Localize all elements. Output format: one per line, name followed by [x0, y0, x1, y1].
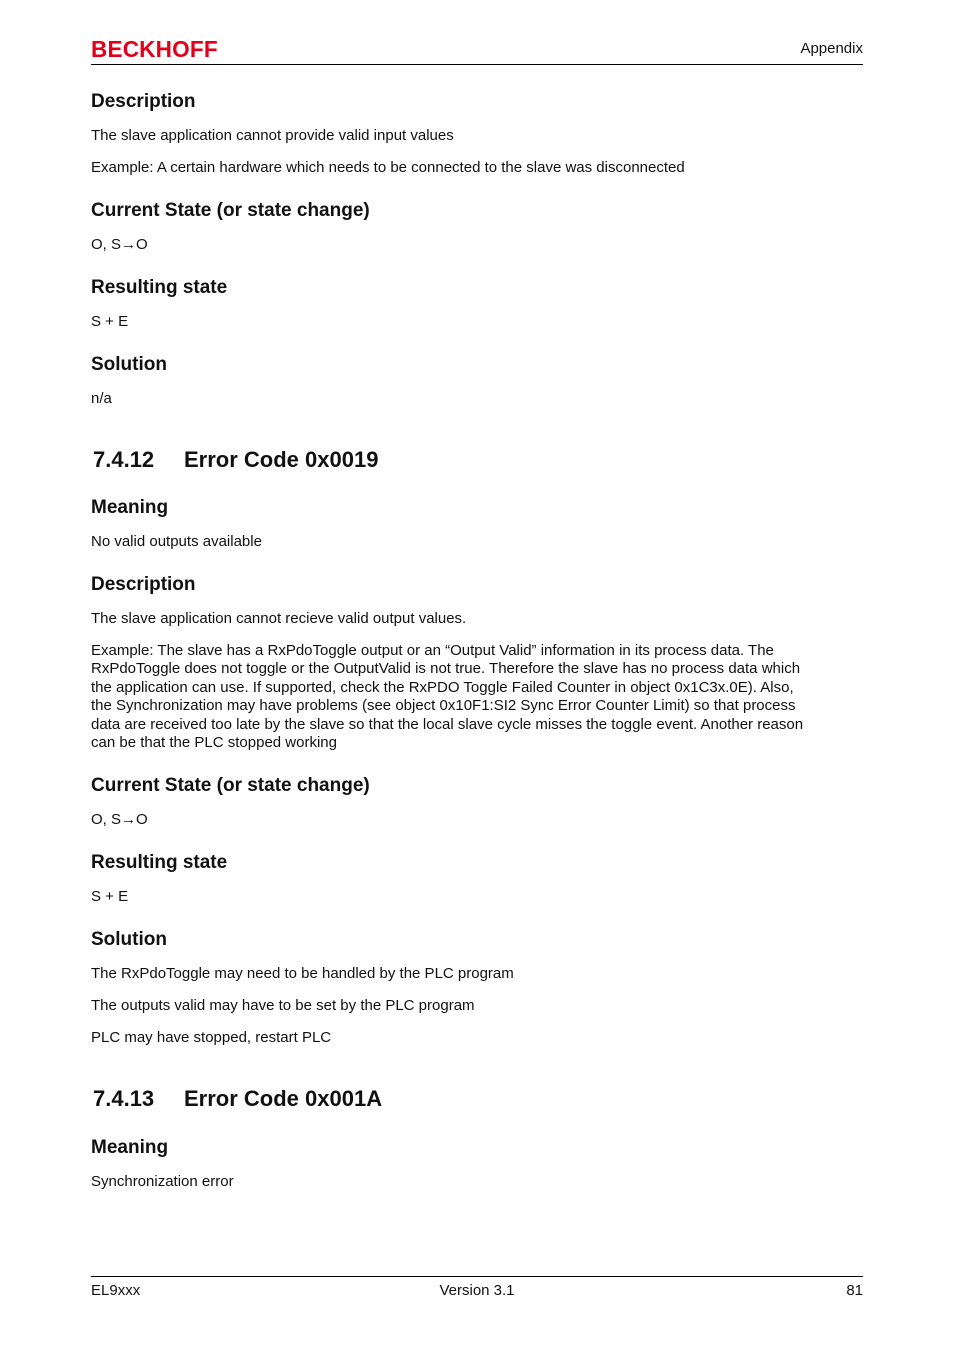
section-heading-7-4-12: [93, 447, 378, 473]
resulting-state-text: S + E: [91, 313, 129, 330]
description-example: Example: A certain hardware which needs to be connected to the slave was disconnected: [91, 159, 685, 176]
meaning-text: Synchronization error: [91, 1173, 234, 1190]
section-number: 7.4.13: [93, 1086, 155, 1111]
solution-item: The RxPdoToggle may need to be handled by the PLC program: [91, 965, 514, 982]
meaning-heading: Meaning: [91, 1137, 169, 1158]
example-paragraph-line: data are received too late by the slave so that the local slave cycle misses the toggle event. Another reason: [91, 715, 804, 733]
document-page: [91, 0, 863, 1350]
footer-product: EL9xxx: [91, 1282, 141, 1299]
meaning-text: No valid outputs available: [91, 533, 262, 550]
solution-text: n/a: [91, 390, 112, 407]
description-heading: Description: [91, 574, 196, 595]
resulting-state-heading: Resulting state: [91, 852, 228, 873]
description-text: The slave application cannot recieve valid output values.: [91, 610, 467, 627]
example-paragraph-line: the Synchronization may have problems (see object 0x10F1:SI2 Sync Error Counter Limit) so that process: [91, 697, 796, 715]
solution-heading: Solution: [91, 929, 167, 950]
resulting-state-text: S + E: [91, 888, 129, 905]
footer-version: Version 3.1: [439, 1282, 515, 1299]
section-heading-7-4-13: [93, 1086, 382, 1112]
example-paragraph-line: the application can use. If supported, check the RxPDO Toggle Failed Counter in object 0x1C3x.0E). Also,: [91, 678, 794, 696]
solution-item: The outputs valid may have to be set by the PLC program: [91, 997, 475, 1014]
solution-heading: Solution: [91, 354, 167, 375]
description-heading: Description: [91, 91, 196, 112]
example-paragraph-line: RxPdoToggle does not toggle or the OutputValid is not true. Therefore the slave has no process data which: [91, 660, 801, 678]
current-state-text: O, S→O: [91, 236, 148, 253]
beckhoff-logo: BECKHOFF: [91, 36, 218, 62]
description-text: The slave application cannot provide valid input values: [91, 127, 454, 144]
section-number: 7.4.12: [93, 447, 155, 472]
meaning-heading: Meaning: [91, 497, 169, 518]
current-state-heading: Current State (or state change): [91, 200, 370, 221]
current-state-heading: Current State (or state change): [91, 775, 370, 796]
current-state-text: O, S→O: [91, 811, 148, 828]
section-title: Error Code 0x001A: [184, 1086, 383, 1111]
section-title: Error Code 0x0019: [184, 447, 379, 472]
footer-page-number: 81: [846, 1282, 863, 1299]
example-paragraph-line: can be that the PLC stopped working: [91, 734, 337, 751]
resulting-state-heading: Resulting state: [91, 277, 228, 298]
page-header: [91, 34, 863, 65]
example-paragraph-line: Example: The slave has a RxPdoToggle output or an “Output Valid” information in its process data. The: [91, 642, 774, 659]
solution-item: PLC may have stopped, restart PLC: [91, 1029, 332, 1046]
header-section-title: Appendix: [800, 40, 863, 57]
page-footer: [91, 1276, 863, 1307]
